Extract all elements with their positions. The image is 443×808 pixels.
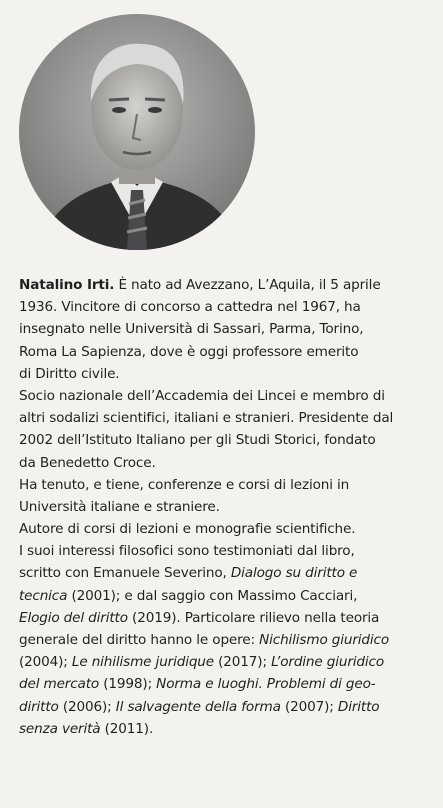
author-portrait xyxy=(19,14,255,250)
bio-line: (2004); Le nihilisme juridique (2017); L’ordine giuridico xyxy=(19,654,385,671)
author-name: Natalino Irti. xyxy=(19,277,115,293)
book-title: L’ordine giuridico xyxy=(271,654,385,671)
bio-line: di Diritto civile. xyxy=(19,365,120,382)
bio-line: Natalino Irti. È nato ad Avezzano, L’Aquila, il 5 aprile xyxy=(19,277,381,293)
book-title: del mercato xyxy=(19,676,100,693)
book-title: senza verità xyxy=(19,720,101,737)
book-title: Dialogo su diritto e xyxy=(230,565,358,582)
bio-line: Università italiane e straniere. xyxy=(19,498,220,515)
bio-line: Elogio del diritto (2019). Particolare rilievo nella teoria xyxy=(19,609,380,626)
book-title: Le nihilisme juridique xyxy=(71,654,214,671)
book-title: Diritto xyxy=(337,698,380,715)
book-title: diritto xyxy=(19,698,59,715)
bio-line: scritto con Emanuele Severino, Dialogo su diritto e xyxy=(19,565,358,582)
book-title: Nichilismo giuridico xyxy=(259,632,390,648)
bio-line: I suoi interessi filosofici sono testimoniati dal libro, xyxy=(19,543,355,560)
bio-line: insegnato nelle Università di Sassari, Parma, Torino, xyxy=(19,321,364,338)
book-title: Elogio del diritto xyxy=(19,609,128,626)
bio-line: Ha tenuto, e tiene, conferenze e corsi di lezioni in xyxy=(19,476,350,493)
bio-line: del mercato (1998); Norma e luoghi. Problemi di geo- xyxy=(19,676,376,693)
bio-line: 2002 dell’Istituto Italiano per gli Studi Storici, fondato xyxy=(19,432,376,449)
bio-line: tecnica (2001); e dal saggio con Massimo Cacciari, xyxy=(19,587,358,604)
bio-line: 1936. Vincitore di concorso a cattedra nel 1967, ha xyxy=(19,299,361,316)
bio-line: Roma La Sapienza, dove è oggi professore emerito xyxy=(19,343,359,360)
bio-line: senza verità (2011). xyxy=(19,720,154,737)
bio-line: diritto (2006); Il salvagente della forma (2007); Diritto xyxy=(19,698,380,715)
author-biography xyxy=(19,274,437,740)
book-title: tecnica xyxy=(19,587,68,604)
bio-line: da Benedetto Croce. xyxy=(19,454,156,471)
book-title: Norma e luoghi. Problemi di geo- xyxy=(156,676,376,693)
bio-line: generale del diritto hanno le opere: Nichilismo giuridico xyxy=(19,632,390,648)
bio-line: Autore di corsi di lezioni e monografie scientifiche. xyxy=(19,521,356,538)
bio-line: Socio nazionale dell’Accademia dei Lincei e membro di xyxy=(19,387,385,404)
book-title: Il salvagente della forma xyxy=(115,698,281,715)
portrait-image xyxy=(19,14,255,250)
bio-line: altri sodalizi scientifici, italiani e stranieri. Presidente dal xyxy=(19,410,394,427)
